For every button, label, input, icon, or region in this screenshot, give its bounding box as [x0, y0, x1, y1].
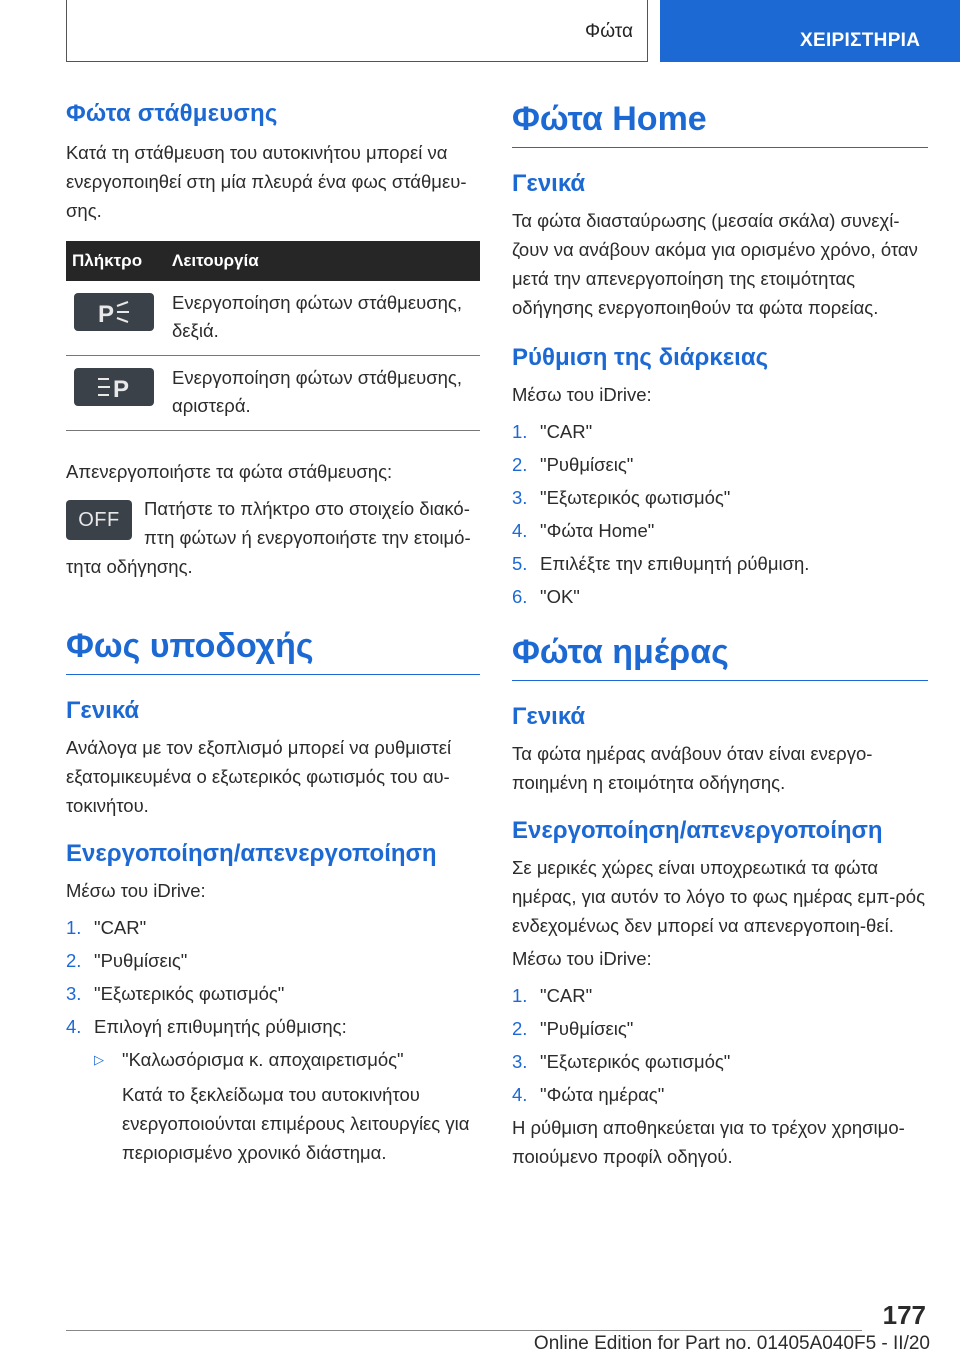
list-item: 3. "Εξωτερικός φωτισμός": [66, 983, 285, 1004]
home-via-idrive: Μέσω του iDrive:: [512, 384, 652, 405]
list-item: 4. "Φώτα ημέρας": [512, 1084, 665, 1105]
sub-option-label: "Καλωσόρισμα κ. αποχαιρετισμός": [122, 1049, 404, 1070]
list-item: 2. "Ρυθμίσεις": [512, 1018, 634, 1039]
daytime-lights-heading: Φώτα ημέρας: [512, 633, 928, 681]
welcome-sub-option: [94, 1043, 480, 1167]
edition-footer: Online Edition for Part no. 01405A040F5 - II/20: [533, 1333, 930, 1354]
daytime-general-heading: Γενικά: [512, 703, 586, 730]
table-cell-function: Ενεργοποίηση φώτων στάθμευσης, αριστερά.: [166, 356, 480, 431]
welcome-general-heading: Γενικά: [66, 697, 140, 724]
welcome-toggle-heading: Ενεργοποίηση/απενεργοποίηση: [66, 840, 437, 867]
daytime-toggle-heading: Ενεργοποίηση/απενεργοποίηση: [512, 817, 883, 844]
parking-lights-heading: Φώτα στάθμευσης: [66, 100, 278, 127]
home-steps-list: [512, 415, 928, 613]
running-header-section: Φώτα: [585, 21, 633, 42]
welcome-via-idrive: Μέσω του iDrive:: [66, 880, 206, 901]
daytime-saved-note: Η ρύθμιση αποθηκεύεται για το τρέχον χρησιμο-ποιούμενο προφίλ οδηγού.: [512, 1117, 905, 1167]
off-instruction-text: Πατήστε το πλήκτρο στο στοιχείο διακό-πτη φώτων ή ενεργοποιήστε την ετοιμό-τητα οδήγησης.: [66, 498, 471, 577]
daytime-via-idrive: Μέσω του iDrive:: [512, 948, 652, 969]
welcome-light-heading: Φως υποδοχής: [66, 627, 480, 675]
list-item: 1. "CAR": [66, 917, 147, 938]
page-number: 177: [882, 1300, 926, 1330]
footer-divider: [66, 1330, 862, 1331]
list-item: 1. "CAR": [512, 421, 593, 442]
daytime-general-text: Τα φώτα ημέρας ανάβουν όταν είναι ενεργο-ποιημένη η ετοιμότητα οδήγησης.: [512, 743, 873, 793]
triangle-bullet-icon: ▷: [94, 1052, 104, 1067]
deactivate-parking-text: Απενεργοποιήστε τα φώτα στάθμευσης:: [66, 461, 393, 482]
parking-lights-intro: Κατά τη στάθμευση του αυτοκινήτου μπορεί να ενεργοποιηθεί στη μία πλευρά ένα φως στάθμευ-σης.: [66, 142, 467, 221]
list-item: 2. "Ρυθμίσεις": [512, 454, 634, 475]
welcome-steps-list: [66, 911, 480, 1043]
off-instruction: [66, 494, 480, 581]
table-header-function: Λειτουργία: [166, 241, 480, 281]
svg-text:P: P: [113, 376, 130, 401]
daytime-toggle-text: Σε μερικές χώρες είναι υποχρεωτικά τα φώτα ημέρας, για αυτόν το λόγο το φως ημέρας εμπ-ρός ενδεχομένως δεν μπορεί να απενεργοποιη-θεί.: [512, 857, 926, 936]
svg-text:P: P: [98, 301, 115, 326]
list-item: 5. Επιλέξτε την επιθυμητή ρύθμιση.: [512, 553, 810, 574]
list-item: 3. "Εξωτερικός φωτισμός": [512, 1051, 731, 1072]
daytime-steps-list: [512, 979, 928, 1111]
parking-light-right-icon: [74, 293, 154, 331]
list-item: 3. "Εξωτερικός φωτισμός": [512, 487, 731, 508]
parking-light-left-icon: [74, 368, 154, 406]
home-general-heading: Γενικά: [512, 170, 586, 197]
list-item: 2. "Ρυθμίσεις": [66, 950, 188, 971]
sub-option-note: Κατά το ξεκλείδωμα του αυτοκινήτου ενεργοποιούνται επιμέρους λειτουργίες για περιορισμένο χρονικό διάστημα.: [122, 1084, 470, 1163]
table-cell-function: Ενεργοποίηση φώτων στάθμευσης, δεξιά.: [166, 281, 480, 356]
duration-heading: Ρύθμιση της διάρκειας: [512, 344, 769, 371]
home-lights-heading: Φώτα Home: [512, 100, 928, 148]
left-column: [66, 100, 480, 1167]
list-item: 4. Επιλογή επιθυμητής ρύθμισης:: [66, 1016, 347, 1037]
table-header-key: Πλήκτρο: [66, 241, 166, 281]
right-column: [512, 100, 928, 1171]
list-item: 6. "OK": [512, 586, 580, 607]
list-item: 1. "CAR": [512, 985, 593, 1006]
table-row: [66, 281, 480, 356]
chapter-tab[interactable]: ΧΕΙΡΙΣΤΗΡΙΑ: [660, 0, 960, 62]
key-function-table: [66, 241, 480, 431]
list-item: 4. "Φώτα Home": [512, 520, 655, 541]
table-row: [66, 356, 480, 431]
welcome-general-text: Ανάλογα με τον εξοπλισμό μπορεί να ρυθμιστεί εξατομικευμένα ο εξωτερικός φωτισμός του αυ-τοκινήτου.: [66, 737, 452, 816]
home-general-text: Τα φώτα διασταύρωσης (μεσαία σκάλα) συνεχί-ζουν να ανάβουν ακόμα για ορισμένο χρόνο, όταν μετά την απενεργοποίηση της ετοιμότητας οδήγησης ενεργοποιηθούν τα φώτα πορείας.: [512, 210, 918, 318]
running-header-box: [66, 0, 648, 62]
off-button-icon: OFF: [66, 500, 132, 540]
